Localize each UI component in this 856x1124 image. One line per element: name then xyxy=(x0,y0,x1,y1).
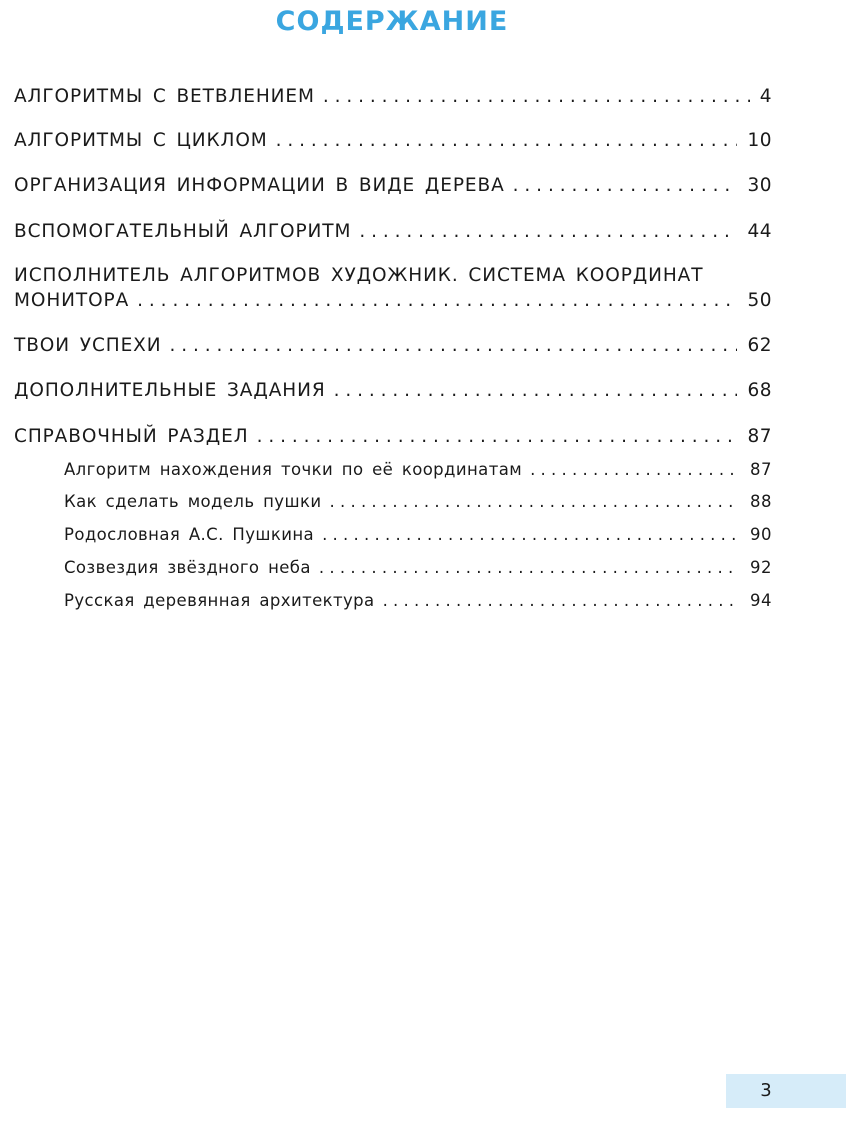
toc-entry-title: СПРАВОЧНЫЙ РАЗДЕЛ xyxy=(14,426,249,447)
toc-subentry-page: 94 xyxy=(750,591,772,610)
toc-subentry-page: 92 xyxy=(750,558,772,577)
toc-entry[interactable] xyxy=(14,175,772,196)
toc-entry-page: 62 xyxy=(747,335,772,356)
toc-subentry[interactable] xyxy=(64,492,772,511)
toc-entry-page: 87 xyxy=(747,426,772,447)
toc-entry-title: АЛГОРИТМЫ С ВЕТВЛЕНИЕМ xyxy=(14,86,315,107)
dot-leader xyxy=(329,492,740,511)
dot-leader xyxy=(137,290,737,311)
dot-leader xyxy=(319,558,740,577)
toc-entry[interactable] xyxy=(14,380,772,401)
toc-entry-page: 4 xyxy=(759,86,772,107)
toc-subentry[interactable] xyxy=(64,591,772,610)
dot-leader xyxy=(257,426,738,447)
dot-leader xyxy=(276,130,738,151)
dot-leader xyxy=(323,86,750,107)
toc-entry-title: ТВОИ УСПЕХИ xyxy=(14,335,162,356)
dot-leader xyxy=(359,221,737,242)
toc-entry[interactable] xyxy=(14,86,772,107)
toc-entry-title: ВСПОМОГАТЕЛЬНЫЙ АЛГОРИТМ xyxy=(14,221,352,242)
toc-entry-page: 44 xyxy=(747,221,772,242)
toc-subentry[interactable] xyxy=(64,460,772,479)
dot-leader xyxy=(513,175,738,196)
toc-subentry[interactable] xyxy=(64,558,772,577)
toc-subentry-page: 87 xyxy=(750,460,772,479)
toc-entry-title: АЛГОРИТМЫ С ЦИКЛОМ xyxy=(14,130,268,151)
toc-entry-title: ДОПОЛНИТЕЛЬНЫЕ ЗАДАНИЯ xyxy=(14,380,326,401)
toc-entry[interactable] xyxy=(14,426,772,447)
toc-entry-page: 30 xyxy=(747,175,772,196)
toc-subentry-title: Родословная А.С. Пушкина xyxy=(64,525,315,544)
toc-subentry-title: Алгоритм нахождения точки по её координатам xyxy=(64,460,523,479)
toc-entry-page: 68 xyxy=(747,380,772,401)
toc-entry[interactable] xyxy=(14,290,772,311)
toc-subentry-title: Созвездия звёздного неба xyxy=(64,558,311,577)
dot-leader xyxy=(322,525,740,544)
toc-subentry-title: Русская деревянная архитектура xyxy=(64,591,375,610)
page-number: 3 xyxy=(760,1080,772,1101)
page-title: СОДЕРЖАНИЕ xyxy=(275,6,509,37)
toc-entry[interactable] xyxy=(14,130,772,151)
toc-subentry-title: Как сделать модель пушки xyxy=(64,492,322,511)
toc-subentry-page: 90 xyxy=(750,525,772,544)
toc-subentry-page: 88 xyxy=(750,492,772,511)
toc-entry-title: ОРГАНИЗАЦИЯ ИНФОРМАЦИИ В ВИДЕ ДЕРЕВА xyxy=(14,175,505,196)
toc-entry-page: 10 xyxy=(747,130,772,151)
dot-leader xyxy=(530,460,740,479)
toc-entry-page: 50 xyxy=(747,290,772,311)
dot-leader xyxy=(169,335,737,356)
dot-leader xyxy=(383,591,740,610)
toc-subentry[interactable] xyxy=(64,525,772,544)
toc-entry-title: МОНИТОРА xyxy=(14,290,130,311)
toc-entry[interactable] xyxy=(14,221,772,242)
dot-leader xyxy=(334,380,738,401)
toc-entry[interactable] xyxy=(14,335,772,356)
toc-entry-title-line1[interactable]: ИСПОЛНИТЕЛЬ АЛГОРИТМОВ ХУДОЖНИК. СИСТЕМА КООРДИНАТ xyxy=(14,265,704,286)
